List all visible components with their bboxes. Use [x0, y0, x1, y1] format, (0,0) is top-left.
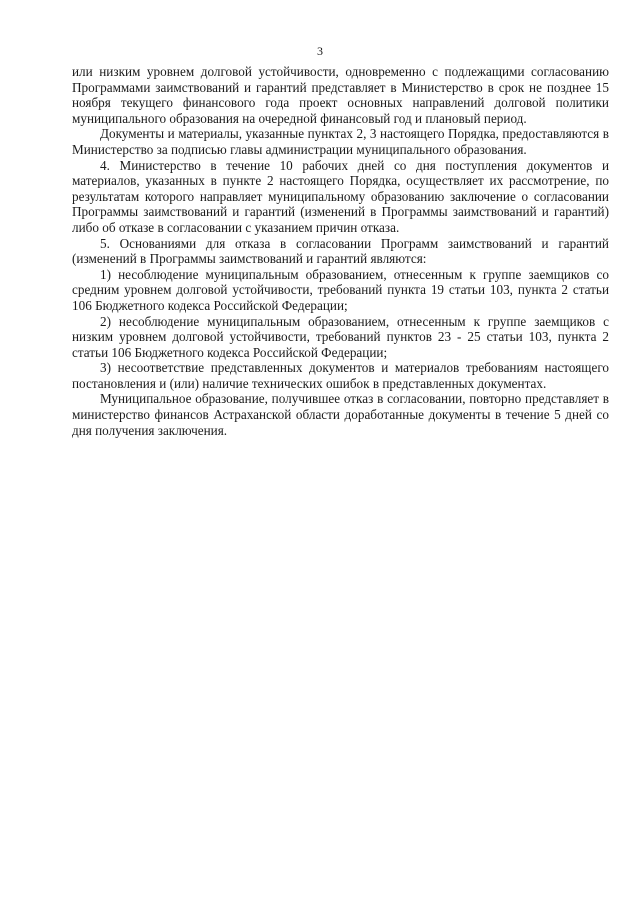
paragraph-resubmission: Муниципальное образование, получившее отказ в согласовании, повторно представляет в министерство финансов Астраханской области доработанные документы в течение 5 дней со дня получения заключения.: [72, 391, 609, 438]
paragraph-continuation: или низким уровнем долговой устойчивости, одновременно с подлежащими согласованию Программами заимствований и гарантий представляет в Министерство в срок не позднее 15 ноября текущего финансового года проект основных направлений долговой политики муниципального образования на очередной финансовый год и плановый период.: [72, 64, 609, 126]
paragraph-item-5: 5. Основаниями для отказа в согласовании Программ заимствований и гарантий (изменений в Программы заимствований и гарантий являются:: [72, 235, 609, 267]
paragraph-documents-signature: Документы и материалы, указанные пунктах 2, 3 настоящего Порядка, предоставляются в Министерство за подписью главы администрации муниципального образования.: [72, 126, 609, 157]
paragraph-subitem-3: 3) несоответствие представленных документов и материалов требованиям настоящего постановления и (или) наличие технических ошибок в представленных документах.: [72, 360, 609, 391]
paragraph-item-4: 4. Министерство в течение 10 рабочих дней со дня поступления документов и материалов, указанных в пункте 2 настоящего Порядка, осуществляет их рассмотрение, по результатам которого направляет муниципальному образованию заключение о согласовании Программы заимствований и гарантий (изменений в Программы заимствований и гарантий) либо об отказе в согласовании с указанием причин отказа.: [72, 157, 609, 235]
paragraph-subitem-2: 2) несоблюдение муниципальным образованием, отнесенным к группе заемщиков с низким уровнем долговой устойчивости, требований пунктов 23 - 25 статьи 103, пункта 2 статьи 106 Бюджетного кодекса Российской Федерации;: [72, 313, 609, 360]
document-body: [72, 64, 609, 438]
paragraph-subitem-1: 1) несоблюдение муниципальным образованием, отнесенным к группе заемщиков со средним уровнем долговой устойчивости, требований пункта 19 статьи 103, пункта 2 статьи 106 Бюджетного кодекса Российской Федерации;: [72, 266, 609, 313]
page-number: 3: [317, 44, 323, 58]
